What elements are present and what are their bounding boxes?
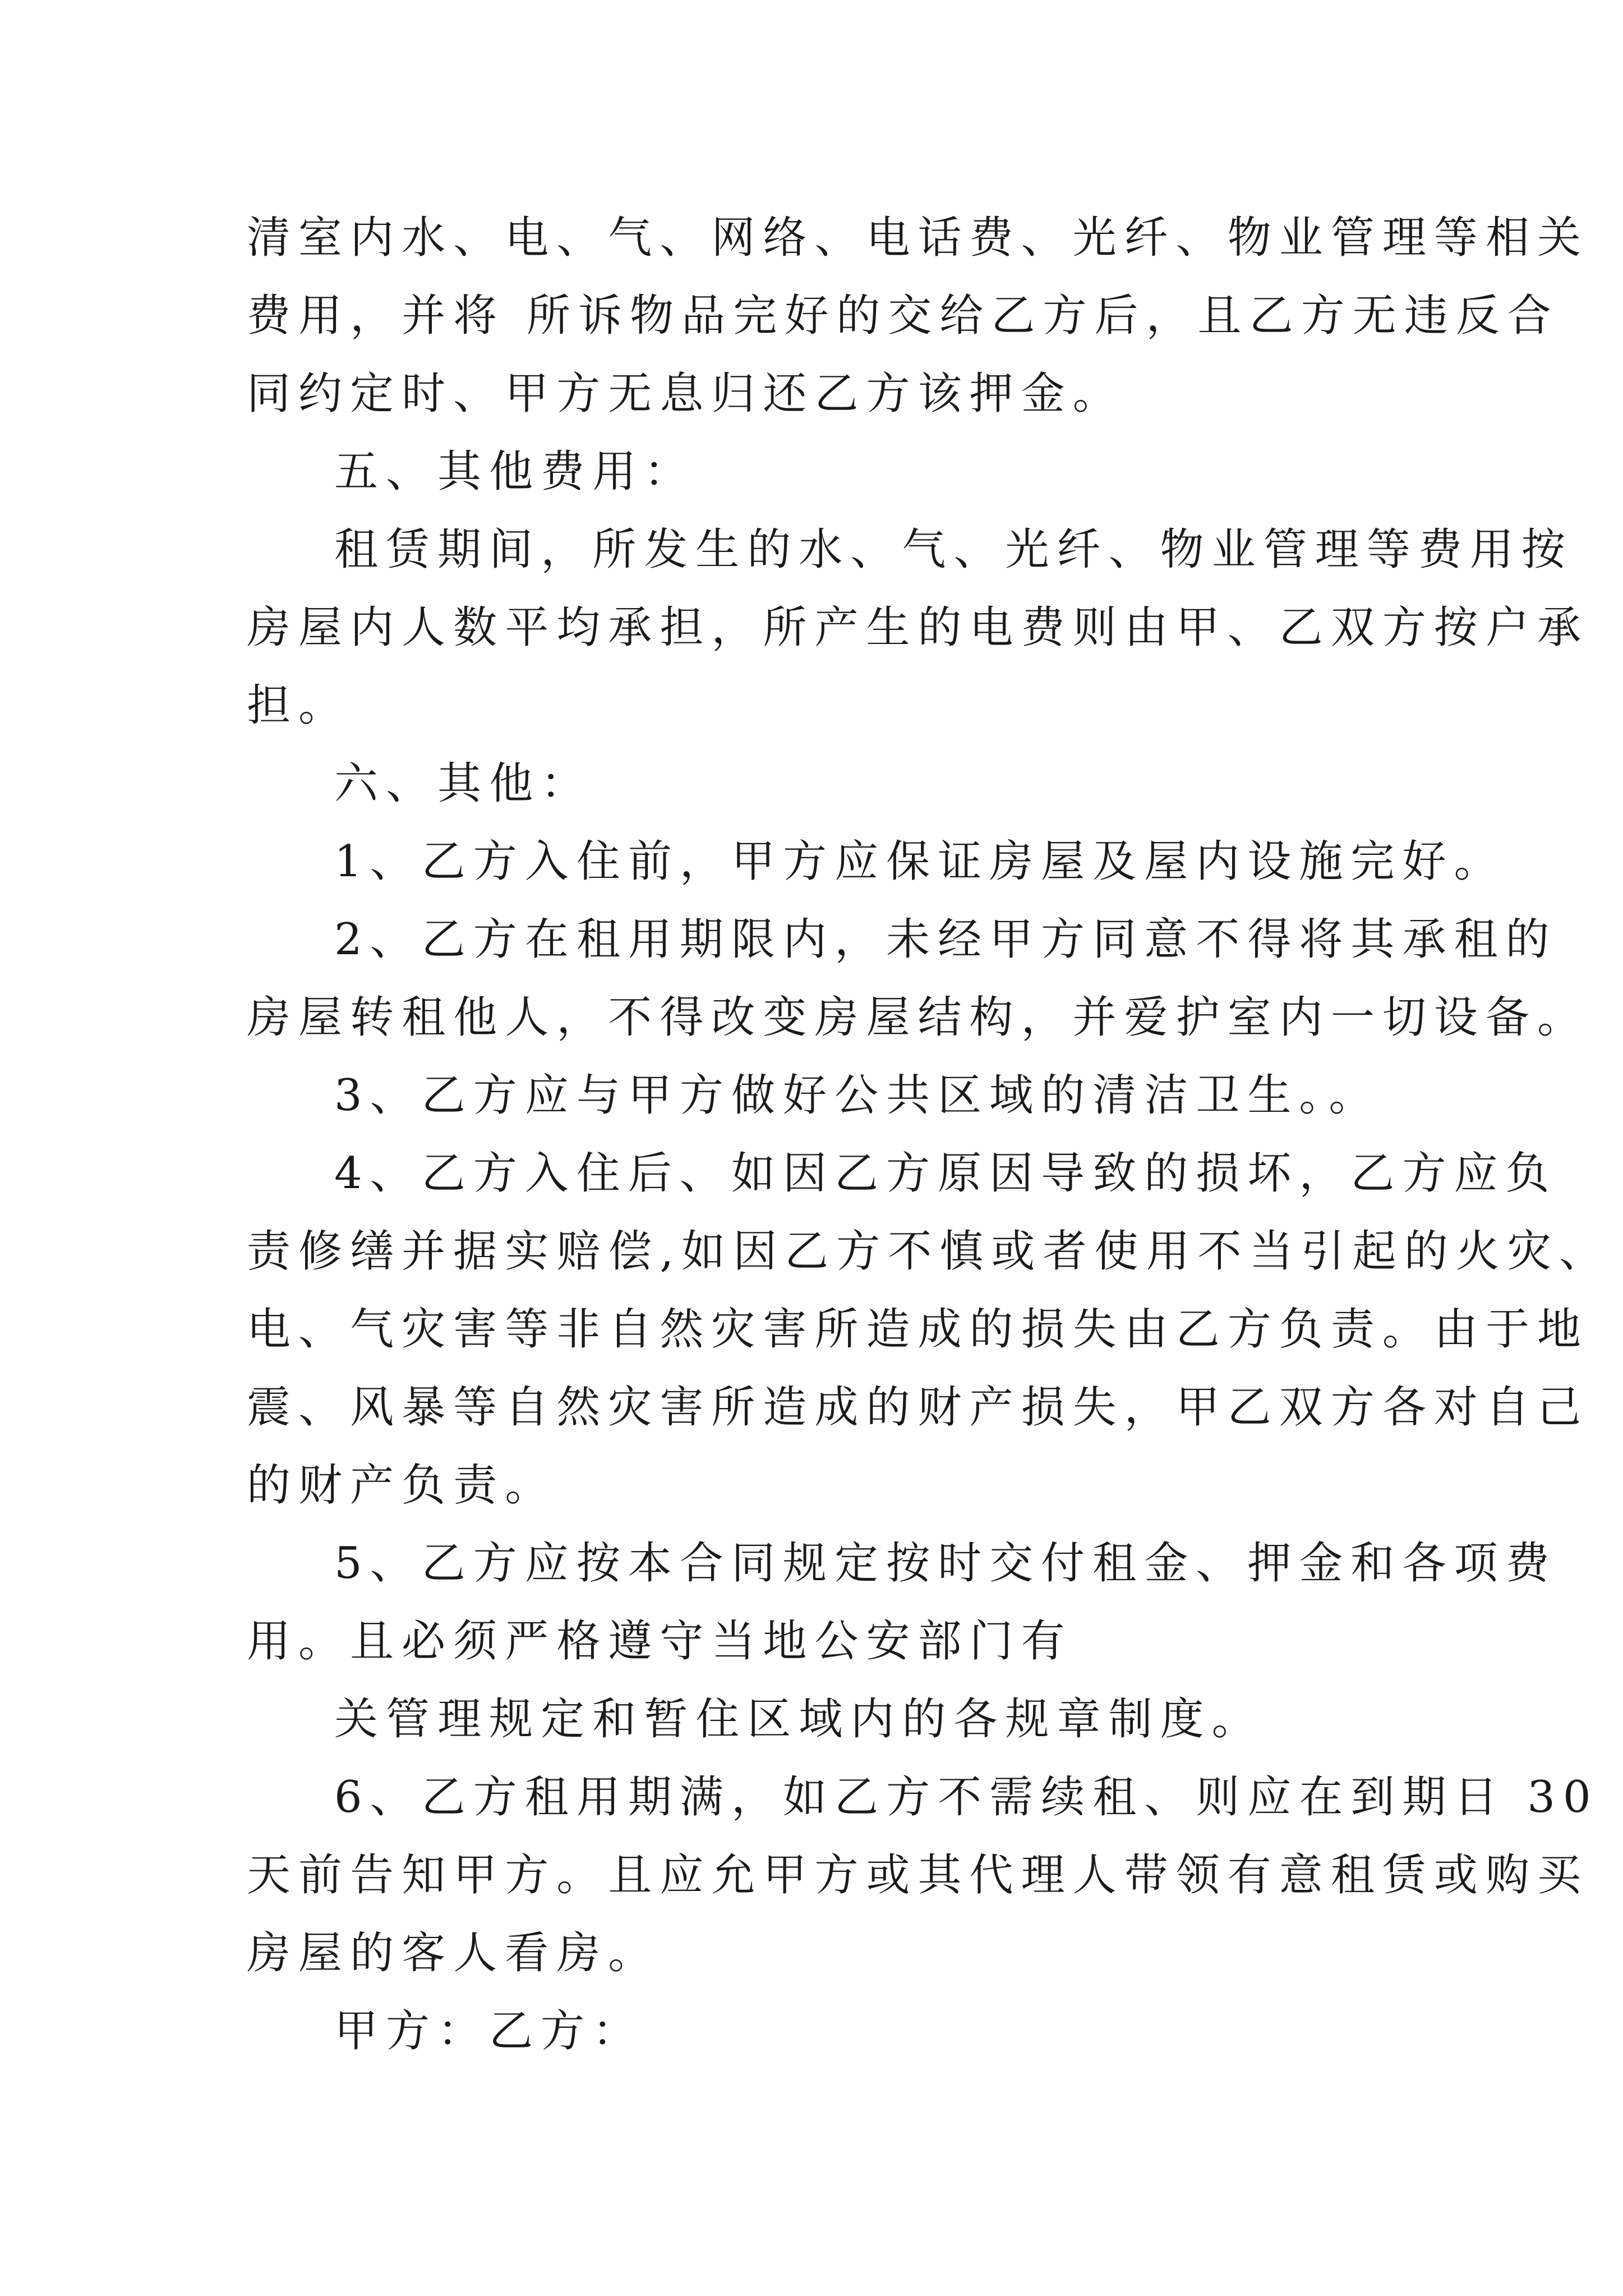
text-line: 电、气灾害等非自然灾害所造成的损失由乙方负责。由于地 [247, 1304, 1589, 1355]
text-line: 关管理规定和暂住区域内的各规章制度。 [334, 1694, 1264, 1745]
text-line: 4、乙方入住后、如因乙方原因导致的损坏，乙方应负 [334, 1148, 1557, 1199]
text-line: 1、乙方入住前，甲方应保证房屋及屋内设施完好。 [334, 836, 1506, 887]
text-line: 责修缮并据实赔偿,如因乙方不慎或者使用不当引起的火灾、 [247, 1226, 1611, 1277]
text-line: 2、乙方在租用期限内，未经甲方同意不得将其承租的 [334, 914, 1557, 965]
text-line: 同约定时、甲方无息归还乙方该押金。 [247, 369, 1124, 419]
text-line: 房屋内人数平均承担，所产生的电费则由甲、乙双方按户承 [247, 602, 1589, 653]
text-line: 五、其他费用： [334, 447, 696, 497]
text-line: 房屋转租他人，不得改变房屋结构，并爱护室内一切设备。 [247, 992, 1589, 1043]
text-line: 用。且必须严格遵守当地公安部门有 [247, 1616, 1073, 1667]
text-line: 房屋的客人看房。 [247, 1928, 660, 1978]
text-line: 担。 [247, 680, 351, 731]
text-line: 甲方：乙方： [334, 2006, 644, 2056]
text-line: 费用，并将 所诉物品完好的交给乙方后，且乙方无违反合 [247, 291, 1559, 341]
text-line: 5、乙方应按本合同规定按时交付租金、押金和各项费 [334, 1538, 1557, 1589]
text-line: 六、其他： [334, 758, 593, 809]
text-line: 租赁期间，所发生的水、气、光纤、物业管理等费用按 [334, 524, 1573, 575]
document-body [247, 199, 1611, 2070]
text-line: 6、乙方租用期满，如乙方不需续租、则应在到期日 30 [334, 1772, 1599, 1823]
text-line: 3、乙方应与甲方做好公共区域的清洁卫生。。 [334, 1070, 1381, 1121]
text-line: 清室内水、电、气、网络、电话费、光纤、物业管理等相关 [247, 213, 1589, 263]
text-line: 的财产负责。 [247, 1460, 557, 1511]
text-line: 天前告知甲方。且应允甲方或其代理人带领有意租赁或购买 [247, 1850, 1589, 1901]
text-line: 震、风暴等自然灾害所造成的财产损失，甲乙双方各对自己 [247, 1382, 1589, 1433]
